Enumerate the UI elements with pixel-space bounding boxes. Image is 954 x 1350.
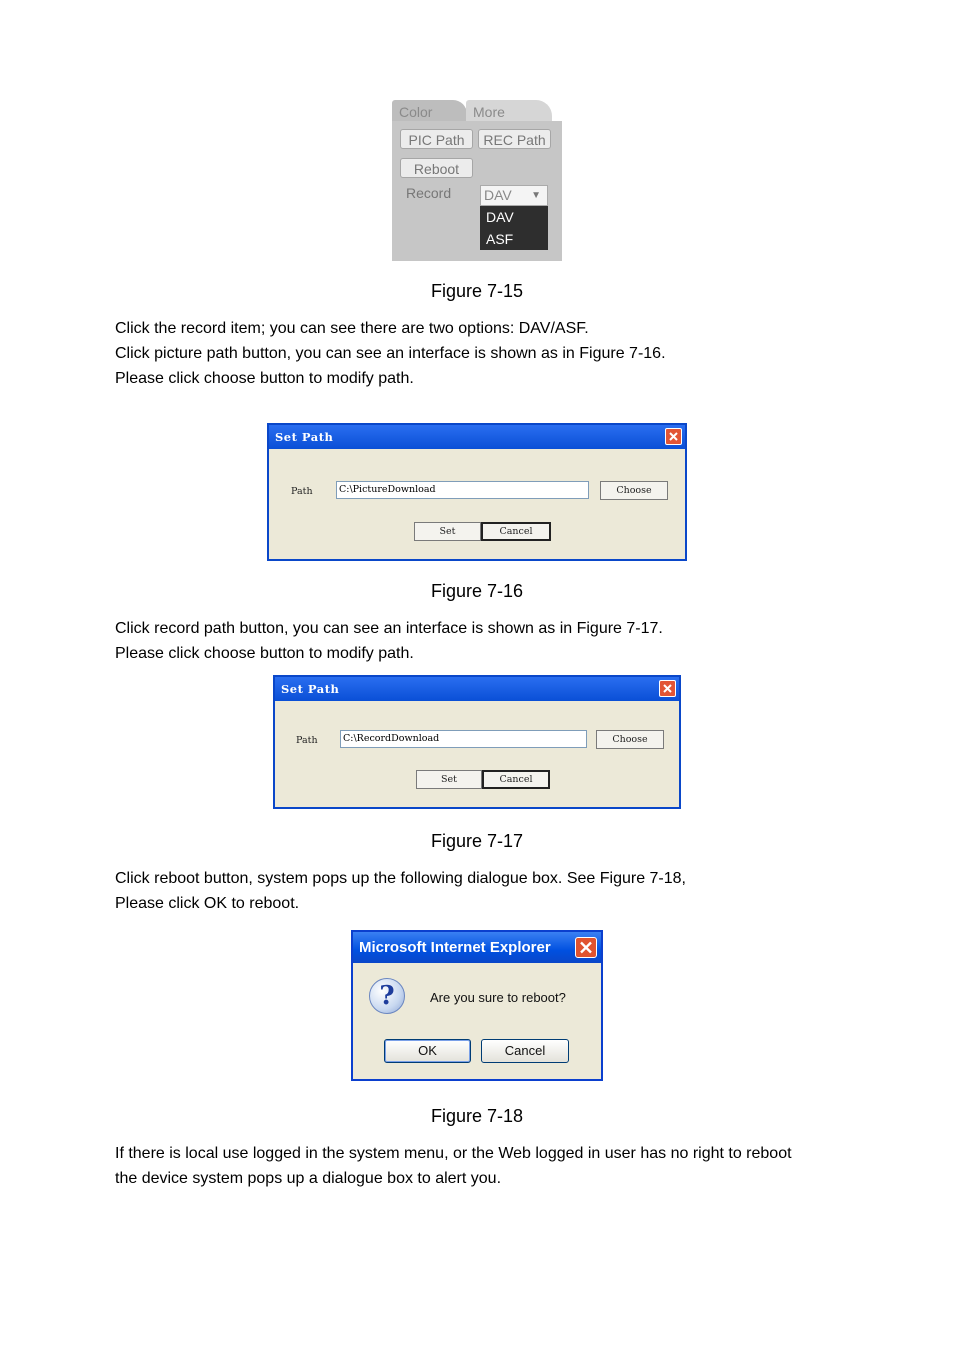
set-button[interactable]: Set — [416, 770, 482, 789]
paragraph-line: Click picture path button, you can see an interface is shown as in Figure 7-16. — [115, 345, 666, 362]
dialog-message: Are you sure to reboot? — [430, 990, 566, 1005]
dropdown-option-dav[interactable]: DAV — [486, 209, 514, 225]
chevron-down-icon: ▼ — [531, 190, 541, 201]
choose-button[interactable]: Choose — [600, 481, 668, 500]
close-icon[interactable] — [665, 428, 682, 445]
paragraph-1 — [115, 316, 666, 391]
path-input[interactable]: C:\PictureDownload — [336, 481, 589, 499]
figure-caption-7-18: Figure 7-18 — [430, 1106, 524, 1126]
cancel-button[interactable]: Cancel — [481, 1039, 569, 1063]
set-button[interactable]: Set — [414, 522, 481, 541]
dropdown-option-asf[interactable]: ASF — [486, 231, 514, 247]
reboot-confirm-dialog — [351, 930, 603, 1081]
paragraph-3 — [115, 866, 686, 916]
path-label: Path — [296, 735, 318, 746]
paragraph-4 — [115, 1141, 792, 1191]
settings-panel — [392, 100, 562, 261]
reboot-button[interactable]: Reboot — [400, 158, 473, 178]
choose-button[interactable]: Choose — [596, 730, 664, 749]
record-format-select[interactable] — [480, 185, 548, 206]
cancel-button[interactable]: Cancel — [482, 770, 550, 789]
figure-caption-7-16: Figure 7-16 — [430, 581, 524, 601]
paragraph-line: the device system pops up a dialogue box to alert you. — [115, 1170, 502, 1187]
tab-color[interactable]: Color — [392, 100, 467, 121]
set-path-dialog-record — [273, 675, 681, 809]
paragraph-line: Click reboot button, system pops up the following dialogue box. See Figure 7-18, — [115, 870, 686, 887]
paragraph-line: Click the record item; you can see there are two options: DAV/ASF. — [115, 320, 589, 337]
record-format-dropdown — [480, 206, 548, 250]
figure-caption-7-17: Figure 7-17 — [430, 831, 524, 851]
dialog-title: Microsoft Internet Explorer — [353, 932, 601, 963]
paragraph-line: If there is local use logged in the system menu, or the Web logged in user has no right to reboot — [115, 1145, 792, 1162]
close-icon[interactable] — [575, 937, 597, 958]
paragraph-line: Please click choose button to modify path. — [115, 370, 414, 387]
close-icon[interactable] — [659, 680, 676, 697]
set-path-dialog-picture — [267, 423, 687, 561]
figure-caption-7-15: Figure 7-15 — [430, 281, 524, 301]
cancel-button[interactable]: Cancel — [481, 522, 551, 541]
question-icon: ? — [369, 978, 405, 1014]
paragraph-line: Please click OK to reboot. — [115, 895, 300, 912]
record-label: Record — [406, 185, 452, 201]
paragraph-2 — [115, 616, 663, 666]
paragraph-line: Please click choose button to modify path. — [115, 645, 414, 662]
path-input[interactable]: C:\RecordDownload — [340, 730, 587, 748]
ok-button[interactable]: OK — [384, 1039, 471, 1063]
rec-path-button[interactable]: REC Path — [478, 129, 551, 149]
tab-bar — [392, 100, 562, 121]
tab-more[interactable]: More — [466, 100, 552, 121]
paragraph-line: Click record path button, you can see an interface is shown as in Figure 7-17. — [115, 620, 663, 637]
path-label: Path — [291, 486, 313, 497]
pic-path-button[interactable]: PIC Path — [400, 129, 473, 149]
record-format-selected: DAV — [484, 187, 512, 203]
dialog-title: Set Path — [275, 677, 679, 701]
dialog-title: Set Path — [269, 425, 685, 449]
